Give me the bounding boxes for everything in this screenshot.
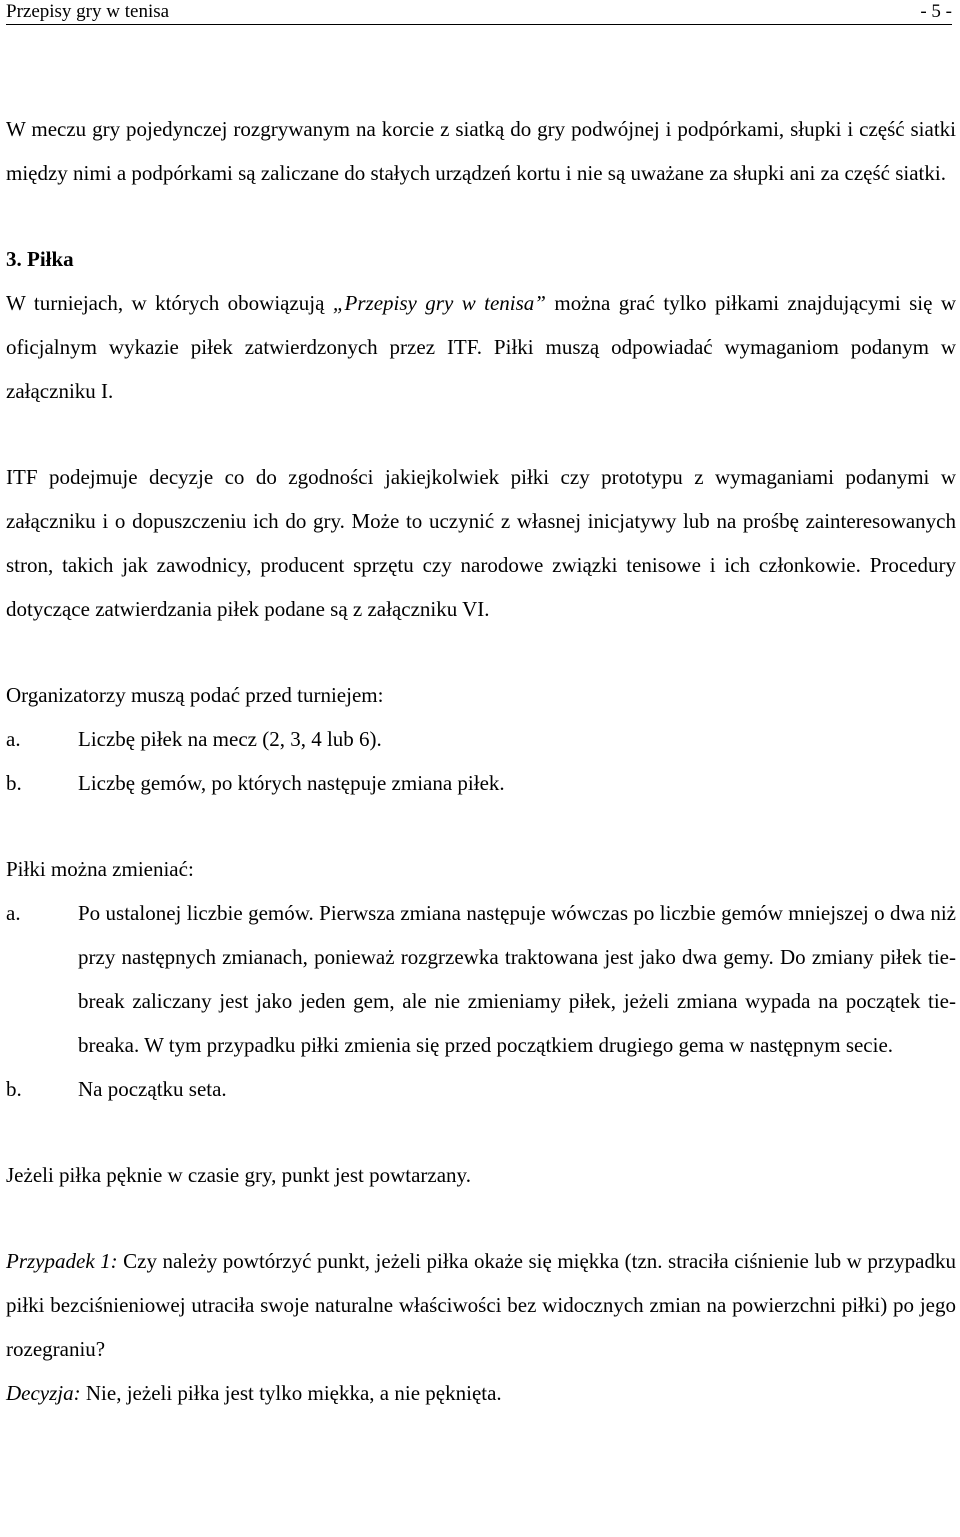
decision-label: Decyzja: [6, 1381, 81, 1405]
list-item-text: Na początku seta. [78, 1077, 227, 1101]
case-label: Przypadek 1: [6, 1249, 118, 1273]
list-item-text: Po ustalonej liczbie gemów. Pierwsza zmiana następuje wówczas po liczbie gemów mniejszej o dwa niż przy następnych zmianach, ponieważ rozgrzewka traktowana jest jako dwa gemy. Do zmiany piłek tie-break zaliczany jest jako jeden gem, ale nie zmieniamy piłek, jeżeli zmiana wypada na początek tie-breaka. W tym przypadku piłki zmienia się przed początkiem drugiego gema w następnym secie. [78, 901, 956, 1057]
ball-rules-text-start: W turniejach, w których obowiązują [6, 291, 333, 315]
organizers-intro: Organizatorzy muszą podać przed turniejem: [6, 683, 384, 707]
page-header [6, 0, 952, 25]
list-item [6, 761, 956, 805]
case-paragraph [6, 1239, 956, 1371]
list-marker: b. [6, 1077, 22, 1101]
list-marker: a. [6, 727, 21, 751]
organizers-list [6, 717, 956, 805]
document-body [6, 107, 956, 1415]
list-item [6, 717, 956, 761]
list-item [6, 891, 956, 1067]
list-marker: b. [6, 771, 22, 795]
broken-ball-paragraph: Jeżeli piłka pęknie w czasie gry, punkt jest powtarzany. [6, 1163, 471, 1187]
decision-text: Nie, jeżeli piłka jest tylko miękka, a nie pęknięta. [80, 1381, 502, 1405]
intro-paragraph: W meczu gry pojedynczej rozgrywanym na korcie z siatką do gry podwójnej i podpórkami, słupki i część siatki między nimi a podpórkami są zaliczane do stałych urządzeń kortu i nie są uważane za słupki ani za część siatki. [6, 117, 956, 185]
ball-change-list [6, 891, 956, 1111]
list-item [6, 1067, 956, 1111]
rules-title-reference: „Przepisy gry w tenisa” [332, 291, 546, 315]
ball-change-intro: Piłki można zmieniać: [6, 857, 194, 881]
section-heading-ball: 3. Piłka [6, 247, 74, 271]
list-item-text: Liczbę gemów, po których następuje zmiana piłek. [78, 771, 505, 795]
case-text: Czy należy powtórzyć punkt, jeżeli piłka okaże się miękka (tzn. straciła ciśnienie lub w przypadku piłki bezciśnieniowej utraciła swoje naturalne właściwości bez widocznych zmian na powierzchni piłki) po jego rozegraniu? [6, 1249, 956, 1361]
ball-rules-paragraph [6, 281, 956, 413]
itf-decision-paragraph: ITF podejmuje decyzje co do zgodności jakiejkolwiek piłki czy prototypu z wymaganiami podanymi w załączniku i o dopuszczeniu ich do gry. Może to uczynić z własnej inicjatywy lub na prośbę zainteresowanych stron, takich jak zawodnicy, producent sprzętu czy narodowe związki tenisowe i ich członkowie. Procedury dotyczące zatwierdzania piłek podane są z załączniku VI. [6, 465, 956, 621]
ball-rules-text-end: można grać tylko piłkami znajdującymi się w oficjalnym wykazie piłek zatwierdzonych przez ITF. Piłki muszą odpowiadać wymaganiom podanym w załączniku I. [6, 291, 956, 403]
decision-paragraph [6, 1371, 956, 1415]
page-number: - 5 - [920, 1, 952, 22]
list-marker: a. [6, 901, 21, 925]
list-item-text: Liczbę piłek na mecz (2, 3, 4 lub 6). [78, 727, 382, 751]
document-title: Przepisy gry w tenisa [6, 1, 170, 22]
